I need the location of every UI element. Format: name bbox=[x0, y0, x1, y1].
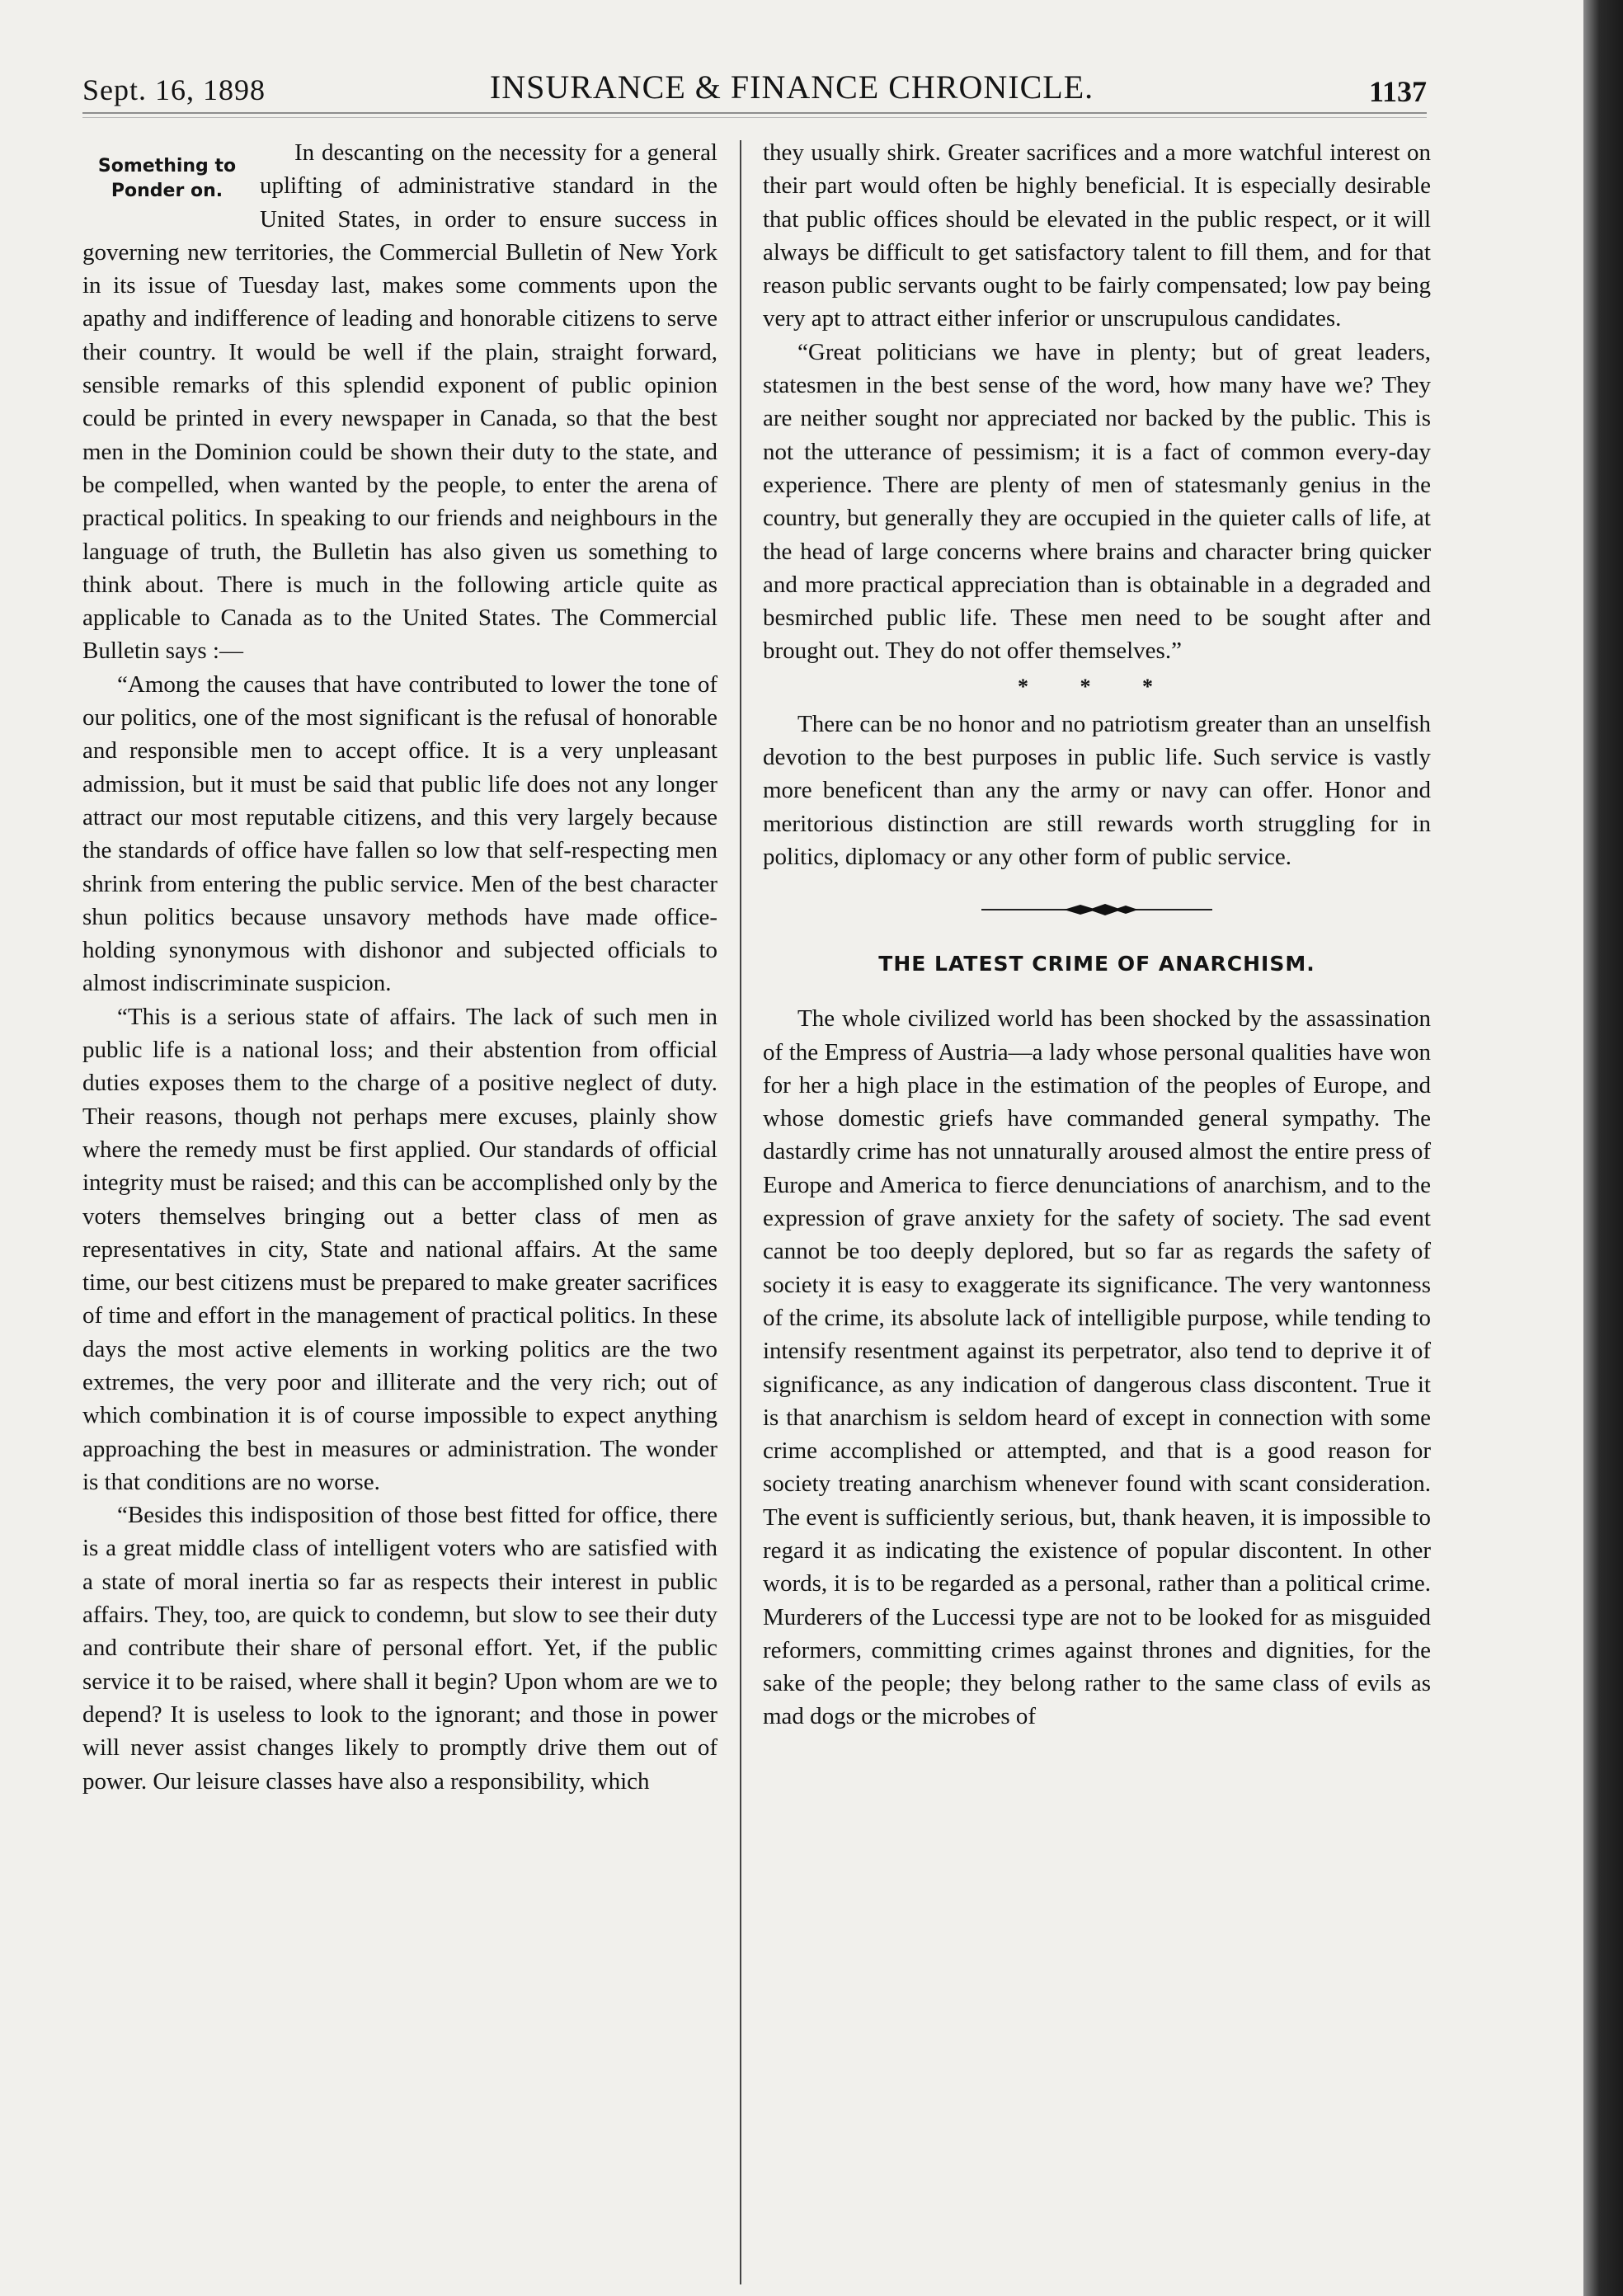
article-paragraph: they usually shirk. Greater sacrifices and a more watchful interest on their part would often be highly beneficial. It is especially desirable that public offices should be elevated in the public respect, or it will always be difficult to get satisfactory talent to fill them, and for that reason public servants ought to be fairly compensated; low pay being very apt to attract either inferior or unscrupulous candidates. bbox=[763, 139, 1431, 332]
article-paragraph: There can be no honor and no patriotism greater than an unselfish devotion to the best purposes in public life. Such service is vastly more beneficent than any the army or navy can offer. Honor and meritorious distinction are still rewards worth struggling for in politics, diplomacy or any other form of public service. bbox=[763, 710, 1431, 870]
left-column bbox=[82, 136, 717, 1798]
publication-title: INSURANCE & FINANCE CHRONICLE. bbox=[489, 68, 1094, 106]
article-paragraph: “Great politicians we have in plenty; but of great leaders, statesmen in the best sense of the word, how many have we? They are neither sought nor appreciated nor backed by the public. This is not the utterance of pessimism; it is a fact of common every-day experience. There are plenty of men of statesmanly genius in the country, but generally they are occupied in the quieter calls of life, at the head of large concerns where brains and character bring quicker and more practical appreciation than is obtainable in a degraded and besmirched public life. These men need to be sought after and brought out. They do not offer themselves.” bbox=[763, 338, 1431, 665]
article-paragraph: “Besides this indisposition of those best fitted for office, there is a great middle class of intelligent voters who are satisfied with a state of moral inertia so far as respects their interest in public affairs. They, too, are quick to condemn, but slow to see their duty and contribute their share of personal effort. Yet, if the public service it to be raised, where shall it begin? Upon whom are we to depend? It is useless to look to the ignorant; and those in power will never assist changes likely to promptly drive them out of power. Our leisure classes have also a responsibility, which bbox=[82, 1502, 717, 1795]
page-header bbox=[0, 68, 1583, 117]
article-paragraph: “This is a serious state of affairs. The lack of such men in public life is a national loss; and their abstention from official duties exposes them to the charge of a positive neglect of duty. Their reasons, though not perhaps mere excuses, plainly show where the remedy must be first applied. Our standards of official integrity must be raised; and this can be accomplished only by the voters themselves bringing out a better class of men as representatives in city, State and national affairs. At the same time, our best citizens must be prepared to make greater sacrifices of time and effort in the management of practical politics. In these days the most active elements in working politics are the two extremes, the very poor and illiterate and the very rich; out of which combination it is of course impossible to expect anything approaching the best in measures or administration. The wonder is that conditions are no worse. bbox=[82, 1003, 717, 1495]
ornamental-rule-icon bbox=[763, 885, 1431, 934]
section-heading: THE LATEST CRIME OF ANARCHISM. bbox=[878, 952, 1315, 976]
side-heading: Something to Ponder on. bbox=[97, 156, 237, 201]
asterism-separator: * * * bbox=[1018, 674, 1176, 699]
page-edge-shadow bbox=[1583, 0, 1623, 2296]
column-divider bbox=[740, 140, 741, 2284]
page-number: 1137 bbox=[1368, 75, 1427, 108]
header-rule-secondary bbox=[82, 117, 1427, 118]
right-column bbox=[763, 136, 1431, 1734]
issue-date: Sept. 16, 1898 bbox=[82, 73, 266, 106]
article-paragraph: “Among the causes that have contributed to lower the tone of our politics, one of the most significant is the refusal of honorable and responsible men to accept office. It is a very unpleasant admission, but it must be said that public life does not any longer attract our most reputable citizens, and this very largely because the standards of office have fallen so low that self-respecting men shrink from entering the public service. Men of the best character shun politics because unsavory methods have made office-holding synonymous with dishonor and subjected officials to almost indiscriminate suspicion. bbox=[82, 670, 717, 997]
article-paragraph: In descanting on the necessity for a general uplifting of administrative standard in the United States, in order to ensure success in governing new territories, the Commercial Bulletin of New York in its issue of Tuesday last, makes some comments upon the apathy and indifference of leading and honorable citizens to serve their country. It would be well if the plain, straight forward, sensible remarks of this splendid exponent of public opinion could be printed in every newspaper in Canada, so that the best men in the Dominion could be shown their duty to the state, and be compelled, when wanted by the people, to enter the arena of practical politics. In speaking to our friends and neighbours in the language of truth, the Bulletin has also given us something to think about. There is much in the following article quite as applicable to Canada as to the United States. The Commercial Bulletin says :— bbox=[82, 139, 717, 665]
header-rule bbox=[82, 112, 1427, 114]
article-paragraph: The whole civilized world has been shocked by the assassination of the Empress of Austria—a lady whose personal qualities have won for her a high place in the estimation of the peoples of Europe, and whose domestic griefs have commanded general sympathy. The dastardly crime has not unnaturally aroused almost the entire press of Europe and America to fierce denunciations of anarchism, and to the expression of grave anxiety for the safety of society. The sad event cannot be too deeply deplored, but so far as regards the safety of society it is easy to exaggerate its significance. The very wantonness of the crime, its absolute lack of intelligible purpose, while tending to intensify resentment against its perpetrator, also tend to deprive it of significance, as any indication of dangerous class discontent. True it is that anarchism is seldom heard of except in connection with some crime accomplished or attempted, and that is a good reason for society treating anarchism whenever found with scant consideration. The event is sufficiently serious, but, thank heaven, it is impossible to regard it as indicating the existence of popular discontent. In other words, it is to be regarded as a personal, rather than a political crime. Murderers of the Luccessi type are not to be looked for as misguided reformers, committing crimes against thrones and dignities, for the sake of the people; they belong rather to the same class of evils as mad dogs or the microbes of bbox=[763, 1005, 1431, 1730]
